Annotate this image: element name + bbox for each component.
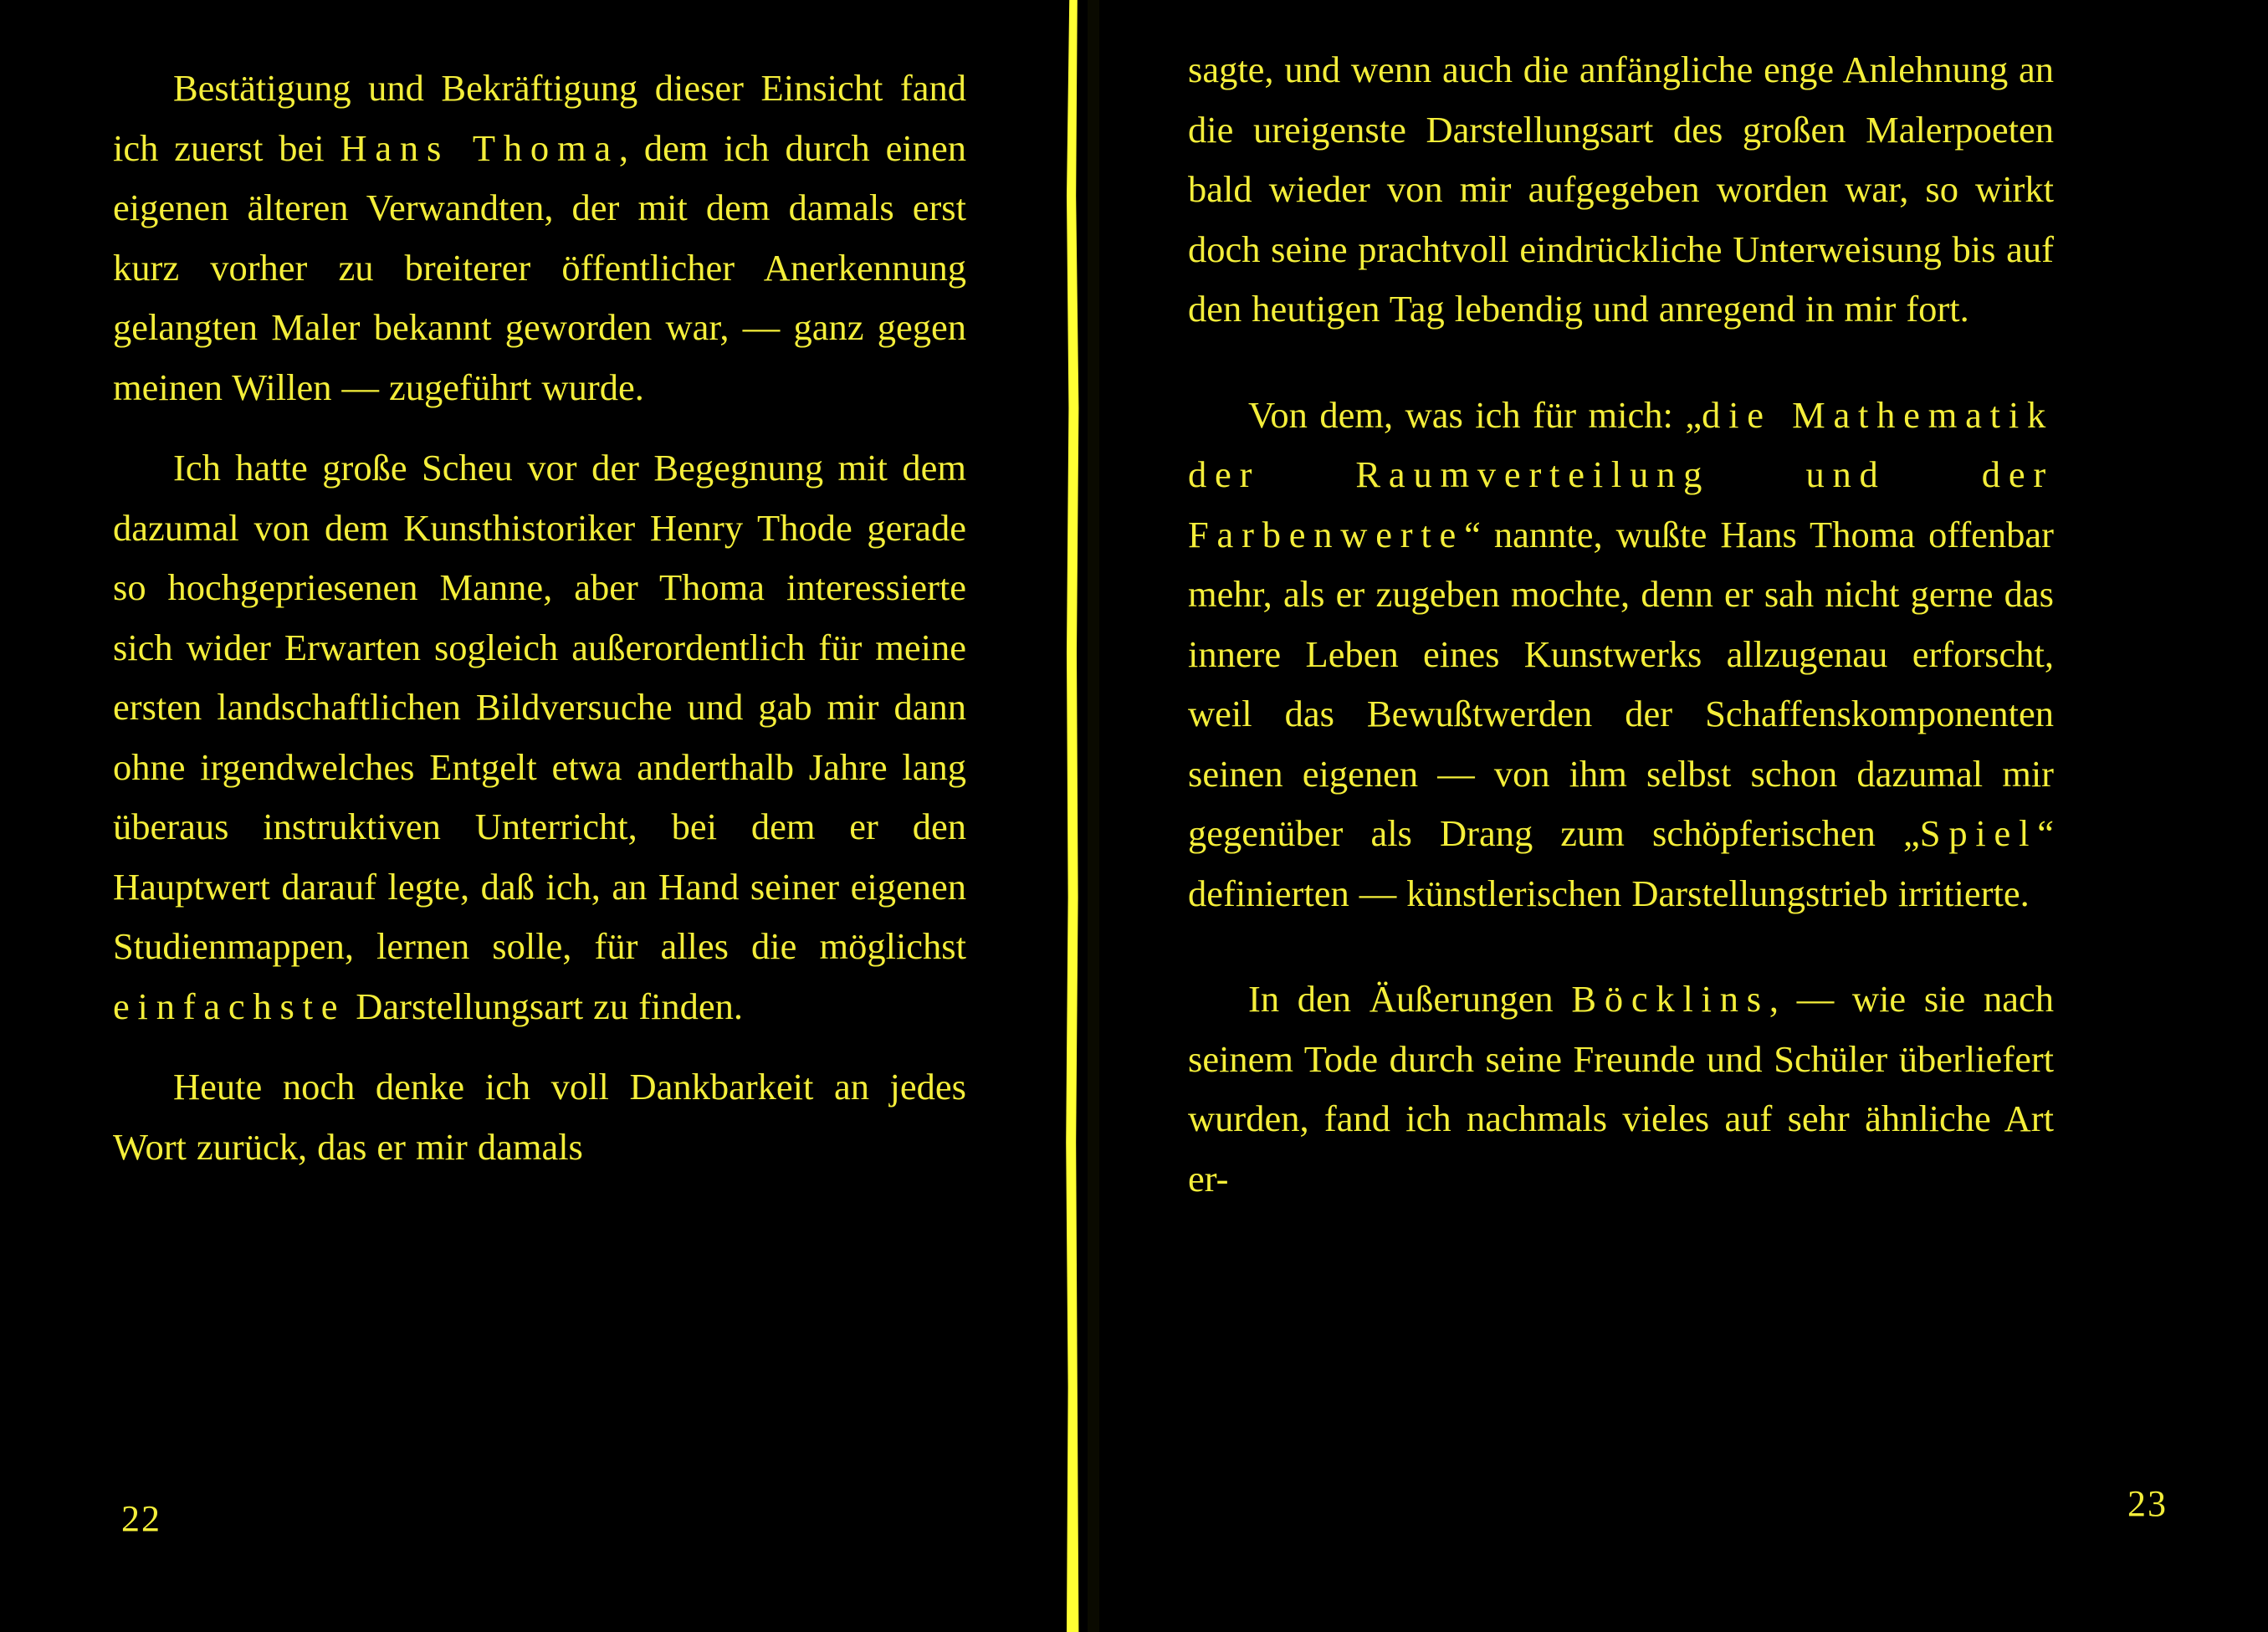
left-p3-text: Heute noch denke ich voll Dankbarkeit an jedes Wort zurück, das er mir damals xyxy=(113,1066,966,1168)
right-page-number: 23 xyxy=(2127,1483,2168,1524)
left-paragraph-1 xyxy=(113,59,966,417)
right-p3-name-boecklin: Böcklins xyxy=(1571,978,1769,1020)
right-p2-emphasis-spiel: Spiel xyxy=(1919,812,2038,854)
right-paragraph-3 xyxy=(1188,969,2054,1209)
right-p2-emphasis-mathematik: die Mathematik der Raumverteilung und der Farbenwerte xyxy=(1188,393,2055,555)
right-p2-text-a: Von dem, was ich für mich: „ xyxy=(1248,393,1702,436)
right-paragraph-1 xyxy=(1188,40,2054,340)
right-p2-text-c: “ definierten — künstlerischen Darstellungstrieb irritierte. xyxy=(1188,812,2054,914)
right-p3-text-a: In den Äußerungen xyxy=(1248,978,1572,1020)
right-page-text xyxy=(1188,40,2054,1209)
left-paragraph-2 xyxy=(113,438,966,1036)
left-page xyxy=(0,0,1054,1632)
right-p1-text: sagte, und wenn auch die anfängliche enge Anlehnung an die ureigenste Darstellungsart des großen Malerpoeten bald wieder von mir aufgegeben worden war, so wirkt doch seine prachtvoll eindrückliche Unterweisung bis auf den heutigen Tag lebendig und anregend in mir fort. xyxy=(1188,49,2054,330)
right-paragraph-2 xyxy=(1188,386,2054,924)
left-p2-text-a: Ich hatte große Scheu vor der Begegnung mit dem dazumal von dem Kunsthistoriker Henry Thode gerade so hochgepriesenen Manne, aber Thoma interessierte sich wider Erwarten sogleich außerordentlich für meine ersten landschaftlichen Bildversuche und gab mir dann ohne irgendwelches Entgelt etwa anderthalb Jahre lang überaus instruktiven Unterricht, bei dem er den Hauptwert darauf legte, daß ich, an Hand seiner eigenen Studienmappen, lernen solle, für alles die möglichst xyxy=(113,447,966,967)
left-p1-text-b: , dem ich durch einen eigenen älteren Verwandten, der mit dem damals erst kurz vorher zu breiterer öffentlicher Anerkennung gelangten Maler bekannt geworden war, — ganz gegen meinen Willen — zugeführt wurde. xyxy=(113,126,966,408)
left-page-text xyxy=(113,59,966,1177)
right-p3-text-b: , — wie sie nach seinem Tode durch seine Freunde und Schüler überliefert wurden, fand ich nachmals vieles auf sehr ähnliche Art er- xyxy=(1188,978,2054,1200)
left-p1-text-a: Bestätigung und Bekräftigung dieser Einsicht fand ich zuerst bei xyxy=(113,67,966,169)
right-p2-text-b: “ nannte, wußte Hans Thoma offenbar mehr, als er zugeben mochte, denn er sah nicht gerne das innere Leben eines Kunstwerks allzugenau erforscht, weil das Bewußtwerden der Schaffenskomponenten seinen eigenen — von ihm selbst schon dazumal mir gegenüber als Drang zum schöpferischen „ xyxy=(1188,513,2054,854)
left-p2-emphasis-einfachste: einfachste xyxy=(113,985,346,1027)
gutter-stripe xyxy=(1057,0,1090,1632)
right-page xyxy=(1096,0,2268,1632)
left-paragraph-3 xyxy=(113,1057,966,1177)
left-p1-name-hans-thoma: Hans Thoma xyxy=(340,126,619,169)
left-page-number: 22 xyxy=(121,1498,161,1539)
left-p2-text-b: Darstellungsart zu finden. xyxy=(346,985,744,1027)
